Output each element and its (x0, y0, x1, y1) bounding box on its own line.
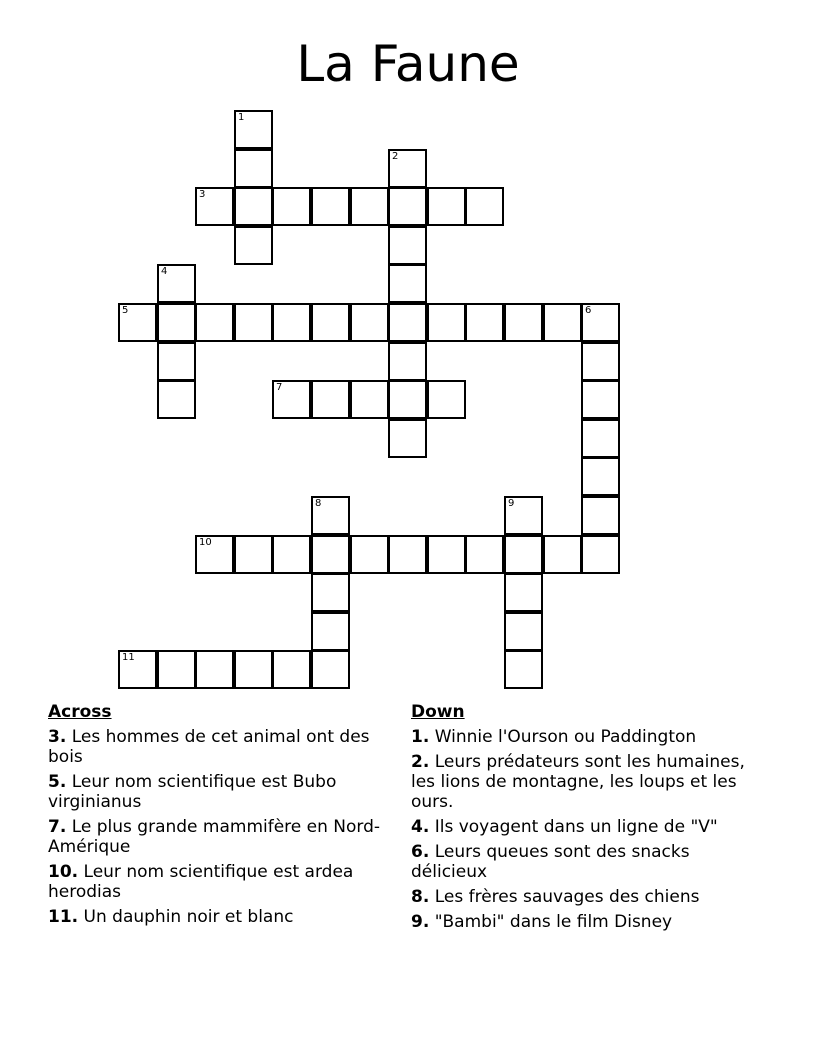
grid-cell[interactable] (195, 187, 234, 226)
clue-text: Leurs prédateurs sont les humaines, les lions de montagne, les loups et les ours. (411, 752, 745, 812)
grid-cell[interactable] (388, 226, 427, 265)
cell-number: 5 (122, 305, 129, 316)
grid-cell[interactable] (504, 496, 543, 535)
grid-cell[interactable] (581, 380, 620, 419)
cell-number: 9 (508, 498, 515, 509)
grid-cell[interactable] (543, 303, 582, 342)
cell-number: 8 (315, 498, 322, 509)
grid-cell[interactable] (581, 419, 620, 458)
grid-cell[interactable] (350, 380, 389, 419)
clue-text: Un dauphin noir et blanc (83, 907, 294, 927)
grid-cell[interactable] (234, 303, 273, 342)
grid-cell[interactable] (234, 226, 273, 265)
across-heading: Across (48, 702, 112, 722)
clue-number: 6. (411, 842, 430, 862)
grid-cell[interactable] (234, 149, 273, 188)
clue-text: Leur nom scientifique est ardea herodias (48, 862, 354, 902)
grid-cell[interactable] (350, 535, 389, 574)
clue-down-6 (411, 842, 771, 882)
clue-down-8 (411, 887, 771, 907)
clue-down-9 (411, 912, 771, 932)
clue-number: 3. (48, 727, 67, 747)
clue-down-4 (411, 817, 771, 837)
grid-cell[interactable] (388, 342, 427, 381)
cell-number: 11 (122, 652, 135, 663)
clue-number: 4. (411, 817, 430, 837)
grid-cell[interactable] (465, 187, 504, 226)
clue-number: 1. (411, 727, 430, 747)
clue-number: 8. (411, 887, 430, 907)
clue-text: Leurs queues sont des snacks délicieux (411, 842, 690, 882)
grid-cell[interactable] (272, 380, 311, 419)
grid-cell[interactable] (311, 303, 350, 342)
clue-text: Leur nom scientifique est Bubo virginianus (48, 772, 337, 812)
puzzle-title: La Faune (296, 35, 520, 93)
clue-text: "Bambi" dans le film Disney (434, 912, 673, 932)
cell-number: 4 (161, 266, 168, 277)
cell-number: 2 (392, 151, 399, 162)
clue-number: 11. (48, 907, 79, 927)
grid-cell[interactable] (504, 303, 543, 342)
grid-cell[interactable] (388, 187, 427, 226)
clue-across-7 (48, 817, 393, 857)
grid-cell[interactable] (157, 303, 196, 342)
grid-cell[interactable] (388, 303, 427, 342)
cell-number: 1 (238, 112, 245, 123)
grid-cell[interactable] (272, 535, 311, 574)
grid-cell[interactable] (234, 650, 273, 689)
grid-cell[interactable] (195, 650, 234, 689)
grid-cell[interactable] (504, 612, 543, 651)
clue-across-3 (48, 727, 393, 767)
grid-cell[interactable] (311, 612, 350, 651)
grid-cell[interactable] (504, 573, 543, 612)
grid-cell[interactable] (388, 380, 427, 419)
grid-cell[interactable] (234, 110, 273, 149)
grid-cell[interactable] (427, 380, 466, 419)
grid-cell[interactable] (157, 264, 196, 303)
grid-cell[interactable] (195, 303, 234, 342)
clue-text: Winnie l'Ourson ou Paddington (434, 727, 697, 747)
clue-number: 7. (48, 817, 67, 837)
clue-across-11 (48, 907, 393, 927)
grid-cell[interactable] (311, 573, 350, 612)
clue-number: 9. (411, 912, 430, 932)
grid-cell[interactable] (388, 264, 427, 303)
clue-across-10 (48, 862, 393, 902)
grid-cell[interactable] (427, 187, 466, 226)
grid-cell[interactable] (311, 535, 350, 574)
grid-cell[interactable] (118, 650, 157, 689)
clue-number: 2. (411, 752, 430, 772)
grid-cell[interactable] (272, 187, 311, 226)
grid-cell[interactable] (195, 535, 234, 574)
grid-cell[interactable] (504, 535, 543, 574)
clue-text: Le plus grande mammifère en Nord-Amérique (48, 817, 381, 857)
grid-cell[interactable] (157, 342, 196, 381)
grid-cell[interactable] (157, 380, 196, 419)
clue-number: 10. (48, 862, 79, 882)
clue-text: Ils voyagent dans un ligne de "V" (434, 817, 718, 837)
grid-cell[interactable] (581, 535, 620, 574)
clue-down-1 (411, 727, 771, 747)
grid-cell[interactable] (465, 303, 504, 342)
cell-number: 6 (585, 305, 592, 316)
across-clues (48, 702, 393, 932)
grid-cell[interactable] (427, 535, 466, 574)
grid-cell[interactable] (543, 535, 582, 574)
grid-cell[interactable] (311, 650, 350, 689)
grid-cell[interactable] (581, 303, 620, 342)
grid-cell[interactable] (465, 535, 504, 574)
clue-text: Les hommes de cet animal ont des bois (48, 727, 370, 767)
grid-cell[interactable] (350, 187, 389, 226)
grid-cell[interactable] (157, 650, 196, 689)
down-heading: Down (411, 702, 465, 722)
clue-across-5 (48, 772, 393, 812)
cell-number: 7 (276, 382, 283, 393)
grid-cell[interactable] (311, 380, 350, 419)
cell-number: 10 (199, 537, 212, 548)
grid-cell[interactable] (388, 419, 427, 458)
grid-cell[interactable] (311, 496, 350, 535)
cell-number: 3 (199, 189, 206, 200)
grid-cell[interactable] (388, 535, 427, 574)
grid-cell[interactable] (272, 650, 311, 689)
grid-cell[interactable] (311, 187, 350, 226)
grid-cell[interactable] (427, 303, 466, 342)
grid-cell[interactable] (581, 496, 620, 535)
grid-cell[interactable] (388, 149, 427, 188)
grid-cell[interactable] (350, 303, 389, 342)
clue-down-2 (411, 752, 771, 812)
clue-text: Les frères sauvages des chiens (434, 887, 700, 907)
grid-cell[interactable] (581, 342, 620, 381)
grid-cell[interactable] (234, 187, 273, 226)
grid-cell[interactable] (234, 535, 273, 574)
grid-cell[interactable] (504, 650, 543, 689)
clue-number: 5. (48, 772, 67, 792)
grid-cell[interactable] (118, 303, 157, 342)
grid-cell[interactable] (581, 457, 620, 496)
grid-cell[interactable] (272, 303, 311, 342)
down-clues (411, 702, 771, 937)
